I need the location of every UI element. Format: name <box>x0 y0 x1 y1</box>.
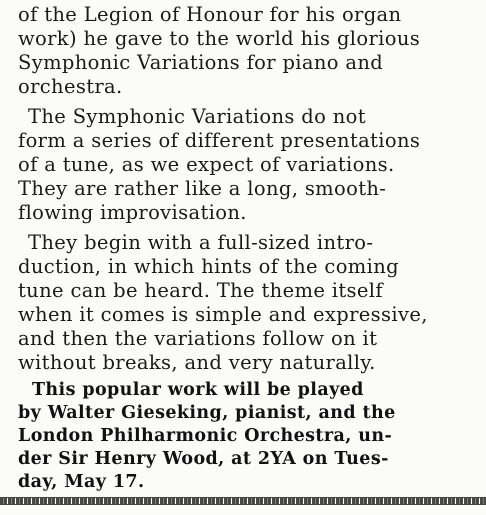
paragraph-3-line-3: tune can be heard. The theme itself <box>18 279 383 302</box>
paragraph-3-line-2: duction, in which hints of the coming <box>18 255 399 278</box>
paragraph-3-line-6: without breaks, and very naturally. <box>18 351 376 374</box>
paragraph-2-line-3: of a tune, as we expect of variations. <box>18 153 395 176</box>
paragraph-2-line-4: They are rather like a long, smooth- <box>18 177 387 200</box>
paragraph-2-line-5: flowing improvisation. <box>18 201 247 224</box>
column-divider-rule <box>0 497 486 505</box>
paragraph-3-line-5: and then the variations follow on it <box>18 327 378 350</box>
paragraph-2-line-1: The Symphonic Variations do not <box>28 105 366 128</box>
paragraph-1-line-3: Symphonic Variations for piano and <box>18 51 384 74</box>
paragraph-2-line-2: form a series of different presentations <box>18 129 421 152</box>
paragraph-3-line-4: when it comes is simple and expressive, <box>18 303 428 326</box>
paragraph-1-line-4: orchestra. <box>18 75 123 98</box>
announcement-line-3: London Philharmonic Orchestra, un- <box>18 426 393 446</box>
paragraph-3-line-1: They begin with a full-sized intro- <box>28 231 374 254</box>
announcement-line-4: der Sir Henry Wood, at 2YA on Tues- <box>18 449 389 469</box>
announcement-line-1: This popular work will be played <box>32 380 364 400</box>
announcement-line-5: day, May 17. <box>18 472 145 492</box>
paragraph-1-line-2: work) he gave to the world his glorious <box>18 27 421 50</box>
paragraph-1-line-1: of the Legion of Honour for his organ <box>18 3 402 26</box>
announcement-line-2: by Walter Gieseking, pianist, and the <box>18 403 396 423</box>
